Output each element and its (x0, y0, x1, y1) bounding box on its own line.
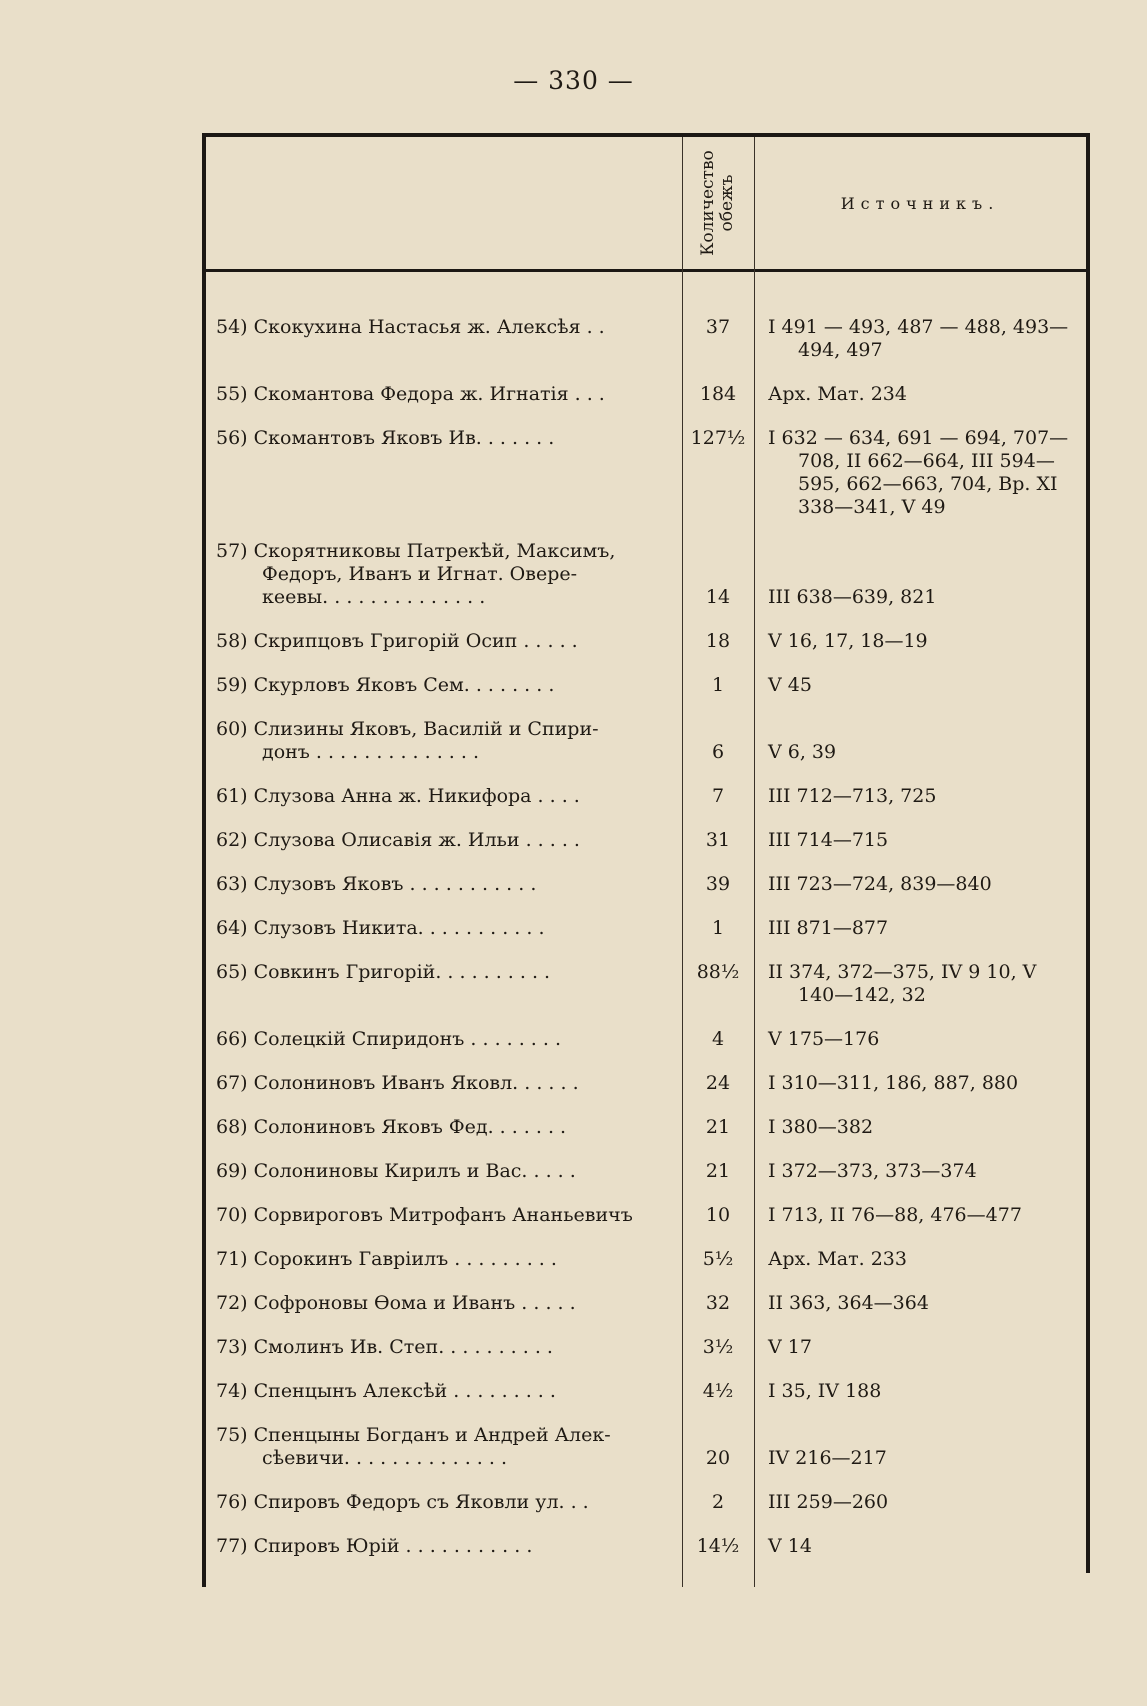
entry-name-line: 68) Солониновъ Яковъ Фед. . . . . . . (216, 1116, 567, 1138)
entry-source-line: Арх. Мат. 234 (768, 383, 907, 405)
entry-quantity: 39 (705, 873, 731, 895)
entry-source (768, 427, 1088, 519)
entry-name-line: Федоръ, Иванъ и Игнат. Овере- (262, 563, 578, 585)
column-divider (682, 137, 683, 1587)
entry-name-line: 61) Слузова Анна ж. Никифора . . . . (216, 785, 580, 807)
entry-quantity: 4 (711, 1028, 725, 1050)
entry-quantity: 14 (705, 586, 731, 608)
entry-source (768, 1447, 1088, 1470)
entry-name (216, 383, 678, 406)
entry-source-line: III 259—260 (768, 1491, 889, 1513)
entry-source-line: I 372—373, 373—374 (768, 1160, 977, 1182)
entry-name-line: 69) Солониновы Кирилъ и Вас. . . . . (216, 1160, 576, 1182)
entry-source-line: V 16, 17, 18—19 (768, 630, 928, 652)
entry-name-line: сѣевичи. . . . . . . . . . . . . . (262, 1447, 507, 1469)
entry-source-line: 708, II 662—664, III 594— (798, 450, 1055, 472)
entry-source (768, 1292, 1088, 1315)
entry-source-line: III 712—713, 725 (768, 785, 937, 807)
entry-source-line: III 723—724, 839—840 (768, 873, 992, 895)
entry-name (216, 427, 678, 450)
entry-source (768, 1072, 1088, 1095)
entry-source-line: V 17 (768, 1336, 812, 1358)
entry-name-line: 57) Скорятниковы Патрекѣй, Максимъ, (216, 540, 616, 562)
entry-source-line: IV 216—217 (768, 1447, 887, 1469)
entry-name (216, 1072, 678, 1095)
entry-name-line: 60) Слизины Яковъ, Василій и Спири- (216, 718, 599, 740)
entry-source (768, 586, 1088, 609)
entry-source (768, 1380, 1088, 1403)
entry-source (768, 1028, 1088, 1051)
entry-source-line: III 871—877 (768, 917, 889, 939)
entry-quantity: 32 (705, 1292, 731, 1314)
register-table (202, 133, 1090, 1587)
entry-source-line: 140—142, 32 (798, 984, 926, 1006)
entry-name (216, 718, 678, 764)
entry-quantity: 127½ (690, 427, 746, 449)
entry-name-line: 71) Сорокинъ Гавріилъ . . . . . . . . . (216, 1248, 557, 1270)
entry-quantity: 37 (705, 316, 731, 338)
entry-name (216, 1160, 678, 1183)
entry-source-line: I 35, IV 188 (768, 1380, 882, 1402)
entry-name (216, 829, 678, 852)
entry-source-line: I 491 — 493, 487 — 488, 493— (768, 316, 1069, 338)
entry-name-line: 55) Скомантова Федора ж. Игнатія . . . (216, 383, 605, 405)
entry-quantity: 5½ (702, 1248, 734, 1270)
entry-source (768, 1204, 1088, 1227)
entry-name-line: 67) Солониновъ Иванъ Яковл. . . . . . (216, 1072, 579, 1094)
entry-quantity: 184 (699, 383, 737, 405)
entry-source-line: I 310—311, 186, 887, 880 (768, 1072, 1019, 1094)
entry-source-line: V 45 (768, 674, 812, 696)
entry-source (768, 785, 1088, 808)
entry-source-line: II 374, 372—375, IV 9 10, V (768, 961, 1037, 983)
entry-quantity: 1 (711, 674, 725, 696)
entry-source (768, 1248, 1088, 1271)
entry-source-line: I 713, II 76—88, 476—477 (768, 1204, 1022, 1226)
entry-source (768, 741, 1088, 764)
entry-source-line: 595, 662—663, 704, Вр. XI (798, 473, 1058, 495)
entry-name-line: 75) Спенцыны Богданъ и Андрей Алек- (216, 1424, 611, 1446)
entry-source (768, 674, 1088, 697)
entry-name (216, 1204, 678, 1227)
entry-name-line: 77) Спировъ Юрій . . . . . . . . . . . (216, 1535, 533, 1557)
entry-name-line: 76) Спировъ Федоръ съ Яковли ул. . . (216, 1491, 589, 1513)
entry-source-line: III 714—715 (768, 829, 889, 851)
entry-quantity: 14½ (696, 1535, 740, 1557)
entry-source-line: I 632 — 634, 691 — 694, 707— (768, 427, 1069, 449)
source-column-header: Источникъ. (840, 193, 1000, 213)
entry-name (216, 1248, 678, 1271)
entry-name (216, 1535, 678, 1558)
entry-name-line: 70) Сорвироговъ Митрофанъ Ананьевичъ (216, 1204, 633, 1226)
entry-name-line: 74) Спенцынъ Алексѣй . . . . . . . . . (216, 1380, 556, 1402)
entry-source (768, 961, 1088, 1007)
entry-name (216, 961, 678, 984)
entry-source (768, 630, 1088, 653)
entry-quantity: 4½ (702, 1380, 734, 1402)
entry-quantity: 21 (705, 1160, 731, 1182)
entry-source (768, 316, 1088, 362)
entry-source (768, 1116, 1088, 1139)
entry-source (768, 1336, 1088, 1359)
entry-name (216, 917, 678, 940)
entry-name (216, 1028, 678, 1051)
entry-name (216, 674, 678, 697)
entry-name (216, 1292, 678, 1315)
entry-name (216, 1336, 678, 1359)
entry-name (216, 1380, 678, 1403)
entry-source-line: 338—341, V 49 (798, 496, 946, 518)
entry-name-line: 59) Скурловъ Яковъ Сем. . . . . . . . (216, 674, 555, 696)
entry-quantity: 3½ (702, 1336, 734, 1358)
entry-source-line: Арх. Мат. 233 (768, 1248, 907, 1270)
entry-name (216, 316, 678, 339)
entry-source (768, 873, 1088, 896)
table-left-rule (202, 133, 206, 1587)
entry-source-line: V 14 (768, 1535, 812, 1557)
entry-source (768, 1535, 1088, 1558)
entry-name (216, 630, 678, 653)
entry-name-line: 58) Скрипцовъ Григорій Осип . . . . . (216, 630, 578, 652)
entry-quantity: 6 (711, 741, 725, 763)
entry-source-line: III 638—639, 821 (768, 586, 937, 608)
header-bottom-rule (202, 269, 1090, 272)
entry-name-line: кеевы. . . . . . . . . . . . . . (262, 586, 486, 608)
entry-source-line: V 6, 39 (768, 741, 837, 763)
entry-name (216, 540, 678, 609)
entry-source (768, 917, 1088, 940)
entry-name (216, 1424, 678, 1470)
entry-source (768, 1491, 1088, 1514)
page-number: — 330 — (513, 66, 634, 95)
entry-source-line: V 175—176 (768, 1028, 880, 1050)
entry-quantity: 31 (705, 829, 731, 851)
entry-name-line: 66) Солецкій Спиридонъ . . . . . . . . (216, 1028, 562, 1050)
quantity-header-line: обежъ (717, 174, 737, 232)
entry-name-line: 63) Слузовъ Яковъ . . . . . . . . . . . (216, 873, 537, 895)
entry-source-line: II 363, 364—364 (768, 1292, 929, 1314)
entry-name (216, 1116, 678, 1139)
entry-quantity: 18 (705, 630, 731, 652)
entry-name (216, 785, 678, 808)
entry-quantity: 88½ (696, 961, 740, 983)
entry-name-line: донъ . . . . . . . . . . . . . . (262, 741, 479, 763)
entry-name (216, 873, 678, 896)
entry-quantity: 1 (711, 917, 725, 939)
entry-name-line: 62) Слузова Олисавія ж. Ильи . . . . . (216, 829, 580, 851)
entry-source-line: 494, 497 (798, 339, 883, 361)
entry-source-line: I 380—382 (768, 1116, 874, 1138)
entry-source (768, 829, 1088, 852)
quantity-header-line: Количество (698, 150, 718, 256)
entry-name-line: 54) Скокухина Настасья ж. Алексѣя . . (216, 316, 605, 338)
entry-quantity: 10 (705, 1204, 731, 1226)
entry-quantity: 7 (711, 785, 725, 807)
entry-quantity: 24 (705, 1072, 731, 1094)
entry-quantity: 21 (705, 1116, 731, 1138)
entry-source (768, 1160, 1088, 1183)
entry-name-line: 72) Софроновы Ѳома и Иванъ . . . . . (216, 1292, 576, 1314)
entry-quantity: 2 (711, 1491, 725, 1513)
column-divider (754, 137, 755, 1587)
quantity-column-header (682, 137, 754, 269)
entry-quantity: 20 (705, 1447, 731, 1469)
entry-name-line: 64) Слузовъ Никита. . . . . . . . . . . (216, 917, 545, 939)
entry-name-line: 73) Смолинъ Ив. Степ. . . . . . . . . . (216, 1336, 553, 1358)
entry-name-line: 65) Совкинъ Григорій. . . . . . . . . . (216, 961, 551, 983)
entry-name (216, 1491, 678, 1514)
entry-source (768, 383, 1088, 406)
entry-name-line: 56) Скомантовъ Яковъ Ив. . . . . . . (216, 427, 555, 449)
